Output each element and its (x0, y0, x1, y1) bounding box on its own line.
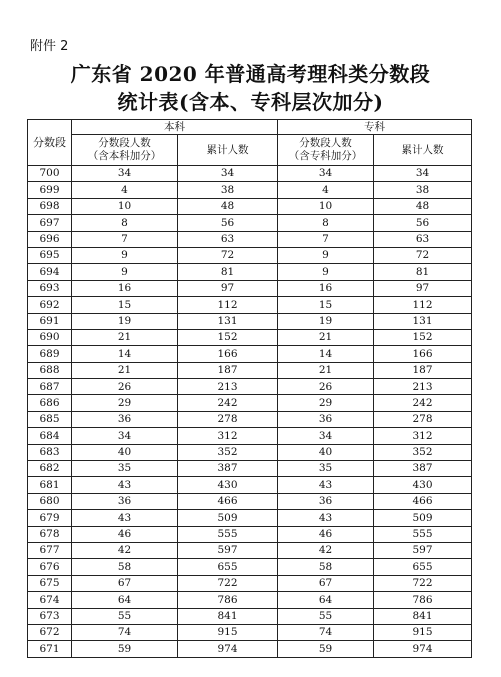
college-count-cell: 55 (278, 608, 374, 624)
table-row (28, 608, 472, 624)
score-cell: 693 (28, 280, 72, 296)
undergrad-count-cell: 21 (72, 362, 178, 378)
undergrad-count-cell: 46 (72, 526, 178, 542)
page-title-line-1: 广东省 2020 年普通高考理科类分数段 (70, 62, 431, 86)
college-count-cell: 14 (278, 346, 374, 362)
table-row (28, 362, 472, 378)
header-college-group: 专科 (278, 120, 472, 135)
score-cell: 700 (28, 166, 72, 182)
page-title-line-2: 统计表(含本、专科层次加分) (117, 90, 384, 114)
score-cell: 686 (28, 395, 72, 411)
table-body (28, 166, 472, 658)
table-row (28, 592, 472, 608)
college-cumulative-cell: 242 (374, 395, 472, 411)
table-row (28, 395, 472, 411)
undergrad-cumulative-cell: 131 (178, 313, 278, 329)
score-cell: 678 (28, 526, 72, 542)
undergrad-count-cell: 7 (72, 231, 178, 247)
college-count-cell: 7 (278, 231, 374, 247)
college-cumulative-cell: 97 (374, 280, 472, 296)
table-row (28, 313, 472, 329)
header-college-count-line2: （含专科加分） (288, 150, 363, 162)
table-row (28, 247, 472, 263)
college-count-cell: 43 (278, 477, 374, 493)
score-cell: 684 (28, 428, 72, 444)
table-row (28, 641, 472, 657)
undergrad-cumulative-cell: 387 (178, 461, 278, 477)
undergrad-cumulative-cell: 278 (178, 411, 278, 427)
table-row (28, 231, 472, 247)
undergrad-cumulative-cell: 352 (178, 444, 278, 460)
table-row (28, 559, 472, 575)
college-cumulative-cell: 841 (374, 608, 472, 624)
table-row (28, 297, 472, 313)
table-row (28, 575, 472, 591)
table-row (28, 428, 472, 444)
college-cumulative-cell: 974 (374, 641, 472, 657)
college-cumulative-cell: 655 (374, 559, 472, 575)
undergrad-cumulative-cell: 312 (178, 428, 278, 444)
college-count-cell: 34 (278, 166, 374, 182)
college-count-cell: 21 (278, 329, 374, 345)
undergrad-cumulative-cell: 63 (178, 231, 278, 247)
college-cumulative-cell: 72 (374, 247, 472, 263)
score-cell: 683 (28, 444, 72, 460)
undergrad-cumulative-cell: 187 (178, 362, 278, 378)
undergrad-cumulative-cell: 555 (178, 526, 278, 542)
undergrad-count-cell: 36 (72, 411, 178, 427)
table-row (28, 493, 472, 509)
undergrad-cumulative-cell: 915 (178, 624, 278, 640)
undergrad-count-cell: 36 (72, 493, 178, 509)
table-row (28, 346, 472, 362)
score-cell: 687 (28, 379, 72, 395)
undergrad-cumulative-cell: 97 (178, 280, 278, 296)
score-cell: 676 (28, 559, 72, 575)
table-row (28, 510, 472, 526)
undergrad-count-cell: 40 (72, 444, 178, 460)
table-row (28, 280, 472, 296)
college-count-cell: 58 (278, 559, 374, 575)
undergrad-count-cell: 43 (72, 477, 178, 493)
score-cell: 673 (28, 608, 72, 624)
college-count-cell: 64 (278, 592, 374, 608)
college-cumulative-cell: 509 (374, 510, 472, 526)
header-undergrad-cumulative: 累计人数 (178, 135, 278, 166)
table-row (28, 542, 472, 558)
score-cell: 677 (28, 542, 72, 558)
college-cumulative-cell: 187 (374, 362, 472, 378)
college-cumulative-cell: 48 (374, 198, 472, 214)
score-cell: 682 (28, 461, 72, 477)
undergrad-count-cell: 21 (72, 329, 178, 345)
college-count-cell: 36 (278, 411, 374, 427)
undergrad-cumulative-cell: 152 (178, 329, 278, 345)
score-cell: 688 (28, 362, 72, 378)
college-count-cell: 21 (278, 362, 374, 378)
table-row (28, 461, 472, 477)
college-cumulative-cell: 915 (374, 624, 472, 640)
undergrad-cumulative-cell: 655 (178, 559, 278, 575)
college-cumulative-cell: 112 (374, 297, 472, 313)
undergrad-cumulative-cell: 56 (178, 215, 278, 231)
college-cumulative-cell: 597 (374, 542, 472, 558)
undergrad-cumulative-cell: 430 (178, 477, 278, 493)
undergrad-cumulative-cell: 213 (178, 379, 278, 395)
score-cell: 689 (28, 346, 72, 362)
undergrad-count-cell: 55 (72, 608, 178, 624)
header-undergrad-count-line1: 分数段人数 (98, 137, 151, 149)
college-cumulative-cell: 555 (374, 526, 472, 542)
undergrad-count-cell: 59 (72, 641, 178, 657)
college-cumulative-cell: 38 (374, 182, 472, 198)
score-cell: 692 (28, 297, 72, 313)
college-cumulative-cell: 387 (374, 461, 472, 477)
college-count-cell: 42 (278, 542, 374, 558)
score-cell: 679 (28, 510, 72, 526)
college-cumulative-cell: 213 (374, 379, 472, 395)
score-cell: 699 (28, 182, 72, 198)
undergrad-cumulative-cell: 841 (178, 608, 278, 624)
undergrad-count-cell: 26 (72, 379, 178, 395)
college-count-cell: 34 (278, 428, 374, 444)
undergrad-count-cell: 35 (72, 461, 178, 477)
undergrad-cumulative-cell: 242 (178, 395, 278, 411)
score-cell: 674 (28, 592, 72, 608)
table-row (28, 166, 472, 182)
table-row (28, 411, 472, 427)
undergrad-cumulative-cell: 72 (178, 247, 278, 263)
undergrad-count-cell: 29 (72, 395, 178, 411)
undergrad-cumulative-cell: 466 (178, 493, 278, 509)
header-undergrad-count (72, 135, 178, 166)
college-cumulative-cell: 81 (374, 264, 472, 280)
college-cumulative-cell: 430 (374, 477, 472, 493)
college-count-cell: 29 (278, 395, 374, 411)
undergrad-count-cell: 9 (72, 247, 178, 263)
header-undergrad-group: 本科 (72, 120, 278, 135)
header-undergrad-count-line2: （含本科加分） (87, 150, 162, 162)
college-cumulative-cell: 466 (374, 493, 472, 509)
score-cell: 695 (28, 247, 72, 263)
undergrad-count-cell: 34 (72, 166, 178, 182)
college-count-cell: 74 (278, 624, 374, 640)
score-cell: 680 (28, 493, 72, 509)
undergrad-count-cell: 10 (72, 198, 178, 214)
undergrad-cumulative-cell: 509 (178, 510, 278, 526)
college-cumulative-cell: 312 (374, 428, 472, 444)
college-count-cell: 59 (278, 641, 374, 657)
college-cumulative-cell: 722 (374, 575, 472, 591)
college-count-cell: 67 (278, 575, 374, 591)
header-college-count-line1: 分数段人数 (299, 137, 352, 149)
undergrad-cumulative-cell: 38 (178, 182, 278, 198)
undergrad-count-cell: 67 (72, 575, 178, 591)
college-count-cell: 16 (278, 280, 374, 296)
undergrad-count-cell: 43 (72, 510, 178, 526)
table-row (28, 329, 472, 345)
header-score-range: 分数段 (28, 120, 72, 166)
college-cumulative-cell: 56 (374, 215, 472, 231)
college-cumulative-cell: 278 (374, 411, 472, 427)
college-count-cell: 8 (278, 215, 374, 231)
college-cumulative-cell: 34 (374, 166, 472, 182)
undergrad-count-cell: 9 (72, 264, 178, 280)
score-cell: 671 (28, 641, 72, 657)
header-college-cumulative: 累计人数 (374, 135, 472, 166)
score-distribution-table (27, 119, 472, 658)
college-count-cell: 15 (278, 297, 374, 313)
college-cumulative-cell: 152 (374, 329, 472, 345)
undergrad-cumulative-cell: 112 (178, 297, 278, 313)
undergrad-count-cell: 42 (72, 542, 178, 558)
college-cumulative-cell: 63 (374, 231, 472, 247)
undergrad-cumulative-cell: 597 (178, 542, 278, 558)
undergrad-cumulative-cell: 166 (178, 346, 278, 362)
undergrad-count-cell: 16 (72, 280, 178, 296)
college-count-cell: 40 (278, 444, 374, 460)
score-cell: 698 (28, 198, 72, 214)
undergrad-count-cell: 4 (72, 182, 178, 198)
college-cumulative-cell: 786 (374, 592, 472, 608)
undergrad-count-cell: 19 (72, 313, 178, 329)
college-count-cell: 9 (278, 247, 374, 263)
college-count-cell: 4 (278, 182, 374, 198)
undergrad-cumulative-cell: 786 (178, 592, 278, 608)
undergrad-cumulative-cell: 722 (178, 575, 278, 591)
score-cell: 675 (28, 575, 72, 591)
header-college-count (278, 135, 374, 166)
undergrad-cumulative-cell: 34 (178, 166, 278, 182)
table-row (28, 477, 472, 493)
undergrad-count-cell: 74 (72, 624, 178, 640)
table-row (28, 182, 472, 198)
attachment-label: 附件 2 (30, 39, 69, 54)
undergrad-cumulative-cell: 974 (178, 641, 278, 657)
college-count-cell: 36 (278, 493, 374, 509)
score-cell: 691 (28, 313, 72, 329)
undergrad-count-cell: 14 (72, 346, 178, 362)
college-cumulative-cell: 166 (374, 346, 472, 362)
score-cell: 694 (28, 264, 72, 280)
undergrad-count-cell: 8 (72, 215, 178, 231)
college-count-cell: 10 (278, 198, 374, 214)
undergrad-count-cell: 15 (72, 297, 178, 313)
college-cumulative-cell: 131 (374, 313, 472, 329)
table-row (28, 624, 472, 640)
college-count-cell: 19 (278, 313, 374, 329)
table-row (28, 264, 472, 280)
table-row (28, 215, 472, 231)
undergrad-count-cell: 34 (72, 428, 178, 444)
score-cell: 697 (28, 215, 72, 231)
table-row (28, 379, 472, 395)
undergrad-count-cell: 64 (72, 592, 178, 608)
undergrad-cumulative-cell: 81 (178, 264, 278, 280)
score-cell: 696 (28, 231, 72, 247)
table-row (28, 198, 472, 214)
score-cell: 681 (28, 477, 72, 493)
college-count-cell: 35 (278, 461, 374, 477)
score-cell: 690 (28, 329, 72, 345)
college-count-cell: 46 (278, 526, 374, 542)
college-count-cell: 43 (278, 510, 374, 526)
table-row (28, 526, 472, 542)
college-count-cell: 9 (278, 264, 374, 280)
college-cumulative-cell: 352 (374, 444, 472, 460)
score-cell: 672 (28, 624, 72, 640)
undergrad-count-cell: 58 (72, 559, 178, 575)
college-count-cell: 26 (278, 379, 374, 395)
score-cell: 685 (28, 411, 72, 427)
table-row (28, 444, 472, 460)
undergrad-cumulative-cell: 48 (178, 198, 278, 214)
